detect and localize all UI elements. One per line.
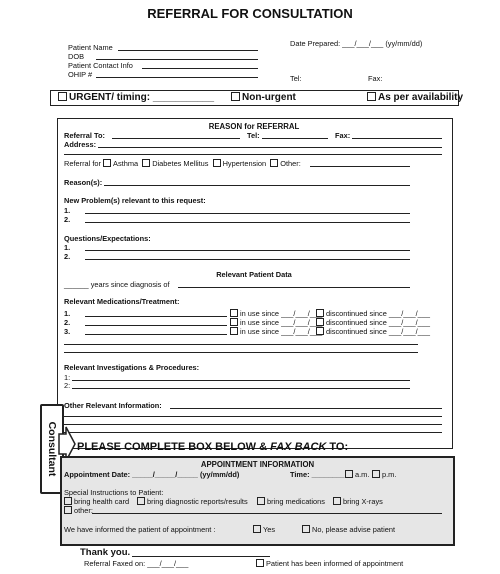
health-card-label: bring health card: [74, 497, 130, 506]
med-2-discontinued-label: discontinued since ___/___/___: [326, 318, 430, 327]
investigation-2-field[interactable]: [72, 388, 410, 389]
investigation-1-number: 1:: [64, 373, 71, 382]
address-label: Address:: [64, 140, 97, 149]
new-problem-2-field[interactable]: [85, 222, 410, 223]
medication-2-field[interactable]: [85, 325, 227, 326]
referral-for-label: Referral for: [64, 159, 101, 168]
diagnostic-label: bring diagnostic reports/results: [147, 497, 248, 506]
special-instructions-label: Special Instructions to Patient:: [64, 488, 164, 497]
med-1-in-use-checkbox[interactable]: [230, 309, 238, 317]
urgent-label: URGENT/ timing: ___________: [69, 92, 215, 103]
med-1-discontinued-label: discontinued since ___/___/___: [326, 309, 430, 318]
other-label: Other:: [280, 159, 301, 168]
reasons-field[interactable]: [104, 185, 410, 186]
medication-1-number: 1.: [64, 309, 71, 318]
investigation-1-field[interactable]: [72, 380, 410, 381]
urgent-checkbox[interactable]: [58, 92, 67, 101]
pm-checkbox[interactable]: [372, 470, 380, 478]
address-field-2[interactable]: [64, 154, 442, 155]
referral-other-field[interactable]: [310, 166, 410, 167]
medications-label: Relevant Medications/Treatment:: [64, 297, 180, 306]
diagnostic-checkbox[interactable]: [137, 497, 145, 505]
contact-field[interactable]: [142, 68, 258, 69]
am-label: a.m.: [355, 470, 370, 479]
med-2-in-use-label: in use since ___/___/___: [240, 318, 323, 327]
asthma-checkbox[interactable]: [103, 159, 111, 167]
appointment-time-label[interactable]: Time: ________: [290, 470, 345, 479]
medication-1-field[interactable]: [85, 316, 227, 317]
contact-label: Patient Contact Info: [68, 61, 133, 70]
address-field[interactable]: [98, 147, 442, 148]
referral-tel-label: Tel:: [247, 131, 260, 140]
thank-you-text: Thank you.: [80, 547, 131, 558]
referral-tel-field[interactable]: [262, 138, 328, 139]
question-2-number: 2.: [64, 252, 71, 261]
investigations-label: Relevant Investigations & Procedures:: [64, 363, 200, 372]
medication-3-field[interactable]: [85, 334, 227, 335]
new-problem-1-field[interactable]: [85, 213, 410, 214]
med-2-in-use-checkbox[interactable]: [230, 318, 238, 326]
informed-yes-checkbox[interactable]: [253, 525, 261, 533]
hypertension-label: Hypertension: [222, 159, 267, 168]
medication-extra-field-2[interactable]: [64, 352, 418, 353]
question-1-field[interactable]: [85, 250, 410, 251]
tel-label: Tel:: [290, 74, 302, 83]
signature-field[interactable]: [132, 556, 270, 557]
non-urgent-option[interactable]: [231, 92, 296, 104]
patient-informed-checkbox[interactable]: [256, 559, 264, 567]
xrays-checkbox[interactable]: [333, 497, 341, 505]
other-checkbox[interactable]: [270, 159, 278, 167]
asthma-label: Asthma: [113, 159, 139, 168]
appointment-other-field[interactable]: [92, 513, 442, 514]
patient-informed-label: Patient has been informed of appointment: [266, 559, 404, 568]
new-problem-1-number: 1.: [64, 206, 71, 215]
new-problems-label: New Problem(s) relevant to this request:: [64, 196, 206, 205]
question-2-field[interactable]: [85, 259, 410, 260]
fax-label: Fax:: [368, 74, 383, 83]
referral-for-row: [64, 159, 301, 168]
other-info-label: Other Relevant Information:: [64, 401, 162, 410]
other-info-field-4[interactable]: [64, 432, 442, 433]
new-problem-2-number: 2.: [64, 215, 71, 224]
diabetes-label: Diabetes Mellitus: [152, 159, 209, 168]
referral-fax-field[interactable]: [352, 138, 442, 139]
referral-to-field[interactable]: [112, 138, 240, 139]
med-1-in-use-label: in use since ___/___/___: [240, 309, 323, 318]
reason-heading: REASON for REFERRAL: [208, 122, 300, 131]
med-1-discontinued-checkbox[interactable]: [316, 309, 324, 317]
med-2-discontinued-checkbox[interactable]: [316, 318, 324, 326]
informed-label: We have informed the patient of appointment :: [64, 525, 216, 534]
xrays-label: bring X-rays: [343, 497, 383, 506]
health-card-checkbox[interactable]: [64, 497, 72, 505]
question-1-number: 1.: [64, 243, 71, 252]
availability-checkbox[interactable]: [367, 92, 376, 101]
med-3-discontinued-checkbox[interactable]: [316, 327, 324, 335]
availability-label: As per availability: [378, 92, 464, 103]
ohip-field[interactable]: [96, 77, 258, 78]
reasons-label: Reason(s):: [64, 178, 103, 187]
bring-medications-checkbox[interactable]: [257, 497, 265, 505]
bring-medications-label: bring medications: [267, 497, 325, 506]
other-info-field-1[interactable]: [170, 408, 442, 409]
informed-no-label: No, please advise patient: [312, 525, 395, 534]
med-3-in-use-label: in use since ___/___/___: [240, 327, 323, 336]
patient-name-label: Patient Name: [68, 43, 113, 52]
urgent-option[interactable]: [58, 92, 214, 104]
dob-label: DOB: [68, 52, 85, 61]
other-info-field-2[interactable]: [64, 416, 442, 417]
ohip-label: OHIP #: [68, 70, 93, 79]
investigation-2-number: 2:: [64, 381, 71, 390]
referral-fax-label: Fax:: [335, 131, 351, 140]
appointment-other-checkbox[interactable]: [64, 506, 72, 514]
hypertension-checkbox[interactable]: [213, 159, 221, 167]
pm-label: p.m.: [382, 470, 397, 479]
availability-option[interactable]: [367, 92, 463, 104]
informed-yes-label: Yes: [263, 525, 276, 534]
appointment-other-label: other:: [74, 506, 93, 515]
consultant-tab-label: Consultant: [46, 421, 58, 477]
other-info-field-3[interactable]: [64, 424, 442, 425]
dob-field[interactable]: [96, 59, 258, 60]
medication-extra-field-1[interactable]: [64, 344, 418, 345]
medication-3-number: 3.: [64, 327, 71, 336]
med-3-in-use-checkbox[interactable]: [230, 327, 238, 335]
diabetes-checkbox[interactable]: [142, 159, 150, 167]
form-title: REFERRAL FOR CONSULTATION: [147, 6, 353, 21]
med-3-discontinued-label: discontinued since ___/___/___: [326, 327, 430, 336]
relevant-data-heading: Relevant Patient Data: [216, 270, 292, 279]
non-urgent-label: Non-urgent: [242, 92, 296, 103]
patient-name-field[interactable]: [118, 50, 258, 51]
appointment-date-label[interactable]: Appointment Date: _____/_____/_____ (yy/mm/dd): [64, 470, 240, 479]
years-since-label: ______ years since diagnosis of: [64, 280, 170, 289]
complete-instruction: [77, 441, 348, 453]
complete-prefix: PLEASE COMPLETE BOX BELOW &: [77, 441, 271, 453]
complete-suffix: TO:: [326, 441, 349, 453]
faxed-on-label[interactable]: Referral Faxed on: ___/___/___: [84, 559, 189, 568]
appointment-heading: APPOINTMENT INFORMATION: [200, 460, 315, 469]
questions-label: Questions/Expectations:: [64, 234, 151, 243]
informed-no-checkbox[interactable]: [302, 525, 310, 533]
referral-to-label: Referral To:: [64, 131, 105, 140]
medication-2-number: 2.: [64, 318, 71, 327]
diagnosis-field[interactable]: [178, 287, 410, 288]
fax-back-text: FAX BACK: [270, 441, 327, 453]
date-prepared-label[interactable]: Date Prepared: ___/___/___ (yy/mm/dd): [290, 39, 423, 48]
am-checkbox[interactable]: [345, 470, 353, 478]
non-urgent-checkbox[interactable]: [231, 92, 240, 101]
